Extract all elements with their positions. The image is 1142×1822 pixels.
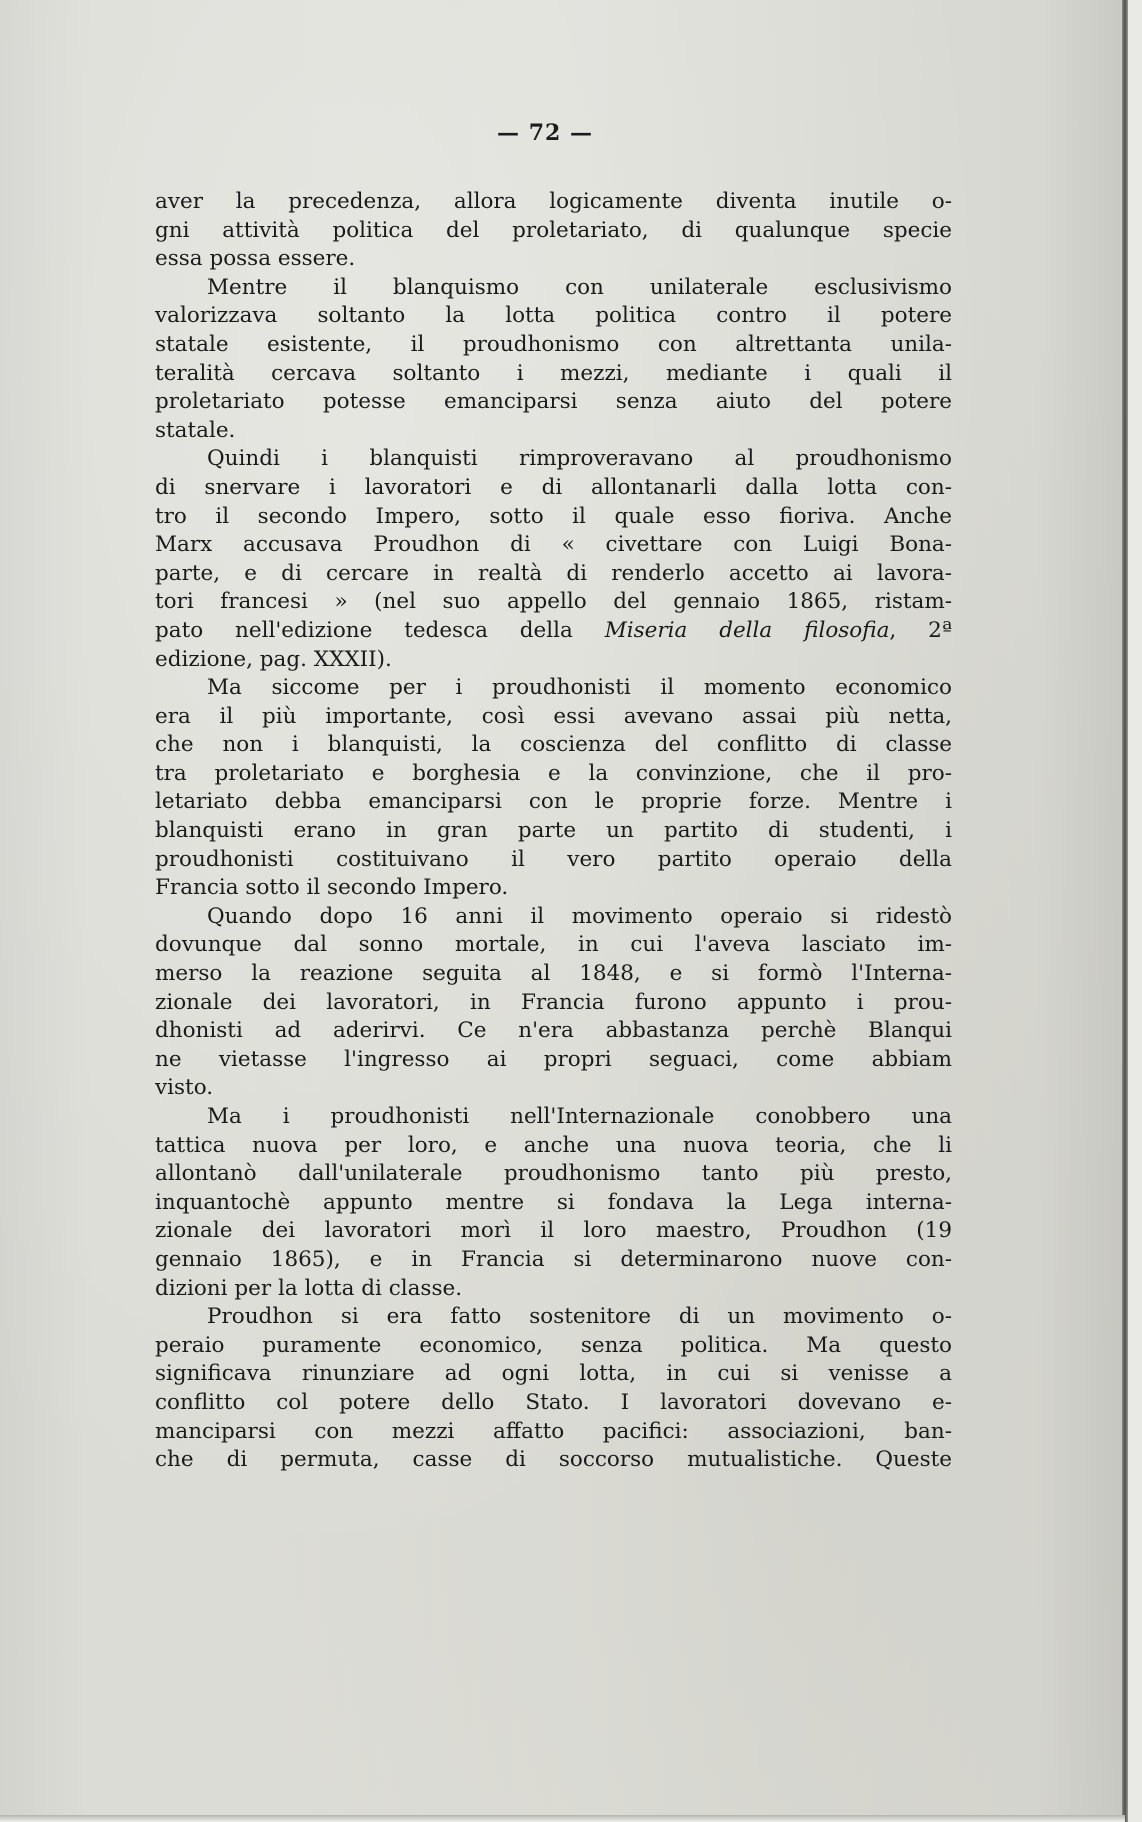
text-line: che non i blanquisti, la coscienza del conflitto di classe bbox=[155, 732, 952, 758]
text-line: tra proletariato e borghesia e la convinzione, che il pro- bbox=[155, 760, 952, 786]
text-line: Mentre il blanquismo con unilaterale esclusivismo bbox=[207, 274, 952, 300]
text-line: blanquisti erano in gran parte un partito di studenti, i bbox=[155, 818, 952, 844]
text-line: conflitto col potere dello Stato. I lavoratori dovevano e- bbox=[155, 1389, 952, 1415]
text-line: allontanò dall'unilaterale proudhonismo tanto più presto, bbox=[155, 1161, 952, 1187]
text-line: visto. bbox=[155, 1075, 214, 1101]
text-line: letariato debba emanciparsi con le proprie forze. Mentre i bbox=[155, 789, 952, 815]
text-line: statale esistente, il proudhonismo con altrettanta unila- bbox=[155, 331, 952, 357]
book-title: Miseria della filosofia bbox=[604, 617, 890, 643]
text-line: zionale dei lavoratori morì il loro maestro, Proudhon (19 bbox=[155, 1218, 952, 1244]
text-line: manciparsi con mezzi affatto pacifici: associazioni, ban- bbox=[155, 1418, 952, 1444]
text-line: Francia sotto il secondo Impero. bbox=[155, 875, 509, 901]
text-line: Quindi i blanquisti rimproveravano al proudhonismo bbox=[207, 446, 952, 472]
text-line: Ma siccome per i proudhonisti il momento economico bbox=[207, 675, 952, 701]
text-line-with-title bbox=[155, 617, 952, 646]
paragraph-1 bbox=[155, 188, 952, 274]
text-line: dovunque dal sonno mortale, in cui l'aveva lasciato im- bbox=[155, 932, 952, 958]
text-line: merso la reazione seguita al 1848, e si formò l'Interna- bbox=[155, 961, 952, 987]
text-line: edizione, pag. XXXII). bbox=[155, 646, 392, 672]
text-line: dizioni per la lotta di classe. bbox=[155, 1275, 463, 1301]
text-line: che di permuta, casse di soccorso mutualistiche. Queste bbox=[155, 1447, 952, 1473]
text-line: aver la precedenza, allora logicamente diventa inutile o- bbox=[155, 189, 952, 214]
text-line: zionale dei lavoratori, in Francia furono appunto i prou- bbox=[155, 989, 952, 1015]
text-line: proletariato potesse emanciparsi senza aiuto del potere bbox=[155, 389, 952, 415]
text-line: Quando dopo 16 anni il movimento operaio si ridestò bbox=[207, 903, 952, 929]
text-line: gni attività politica del proletariato, di qualunque specie bbox=[155, 217, 952, 243]
paragraph-7 bbox=[155, 1303, 952, 1475]
body-text bbox=[155, 188, 952, 1475]
text-line: tori francesi » (nel suo appello del gennaio 1865, ristam- bbox=[155, 589, 952, 615]
text-line: valorizzava soltanto la lotta politica contro il potere bbox=[155, 303, 952, 329]
text-line: inquantochè appunto mentre si fondava la Lega interna- bbox=[155, 1189, 952, 1215]
text-line: tro il secondo Impero, sotto il quale esso fioriva. Anche bbox=[155, 503, 952, 529]
text-line: teralità cercava soltanto i mezzi, mediante i quali il bbox=[155, 360, 952, 386]
text-line: gennaio 1865), e in Francia si determinarono nuove con- bbox=[155, 1246, 952, 1272]
text-line: proudhonisti costituivano il vero partito operaio della bbox=[155, 846, 952, 872]
text-line: essa possa essere. bbox=[155, 246, 356, 272]
page-bottom-edge bbox=[0, 1815, 1125, 1822]
text-fragment: , 2ª bbox=[889, 617, 952, 643]
text-line: tattica nuova per loro, e anche una nuova teoria, che li bbox=[155, 1132, 952, 1158]
text-line: Ma i proudhonisti nell'Internazionale conobbero una bbox=[207, 1104, 952, 1129]
text-line: di snervare i lavoratori e di allontanarli dalla lotta con- bbox=[155, 474, 952, 500]
text-line: peraio puramente economico, senza politica. Ma questo bbox=[155, 1332, 952, 1358]
scan-margin bbox=[1128, 0, 1142, 1822]
page-number: — 72 — bbox=[497, 120, 593, 146]
paragraph-3 bbox=[155, 445, 952, 674]
text-line: parte, e di cercare in realtà di renderlo accetto ai lavora- bbox=[155, 560, 952, 586]
paragraph-5 bbox=[155, 903, 952, 1103]
text-line: statale. bbox=[155, 417, 236, 443]
text-line: Proudhon si era fatto sostenitore di un movimento o- bbox=[207, 1304, 952, 1330]
text-line: dhonisti ad aderirvi. Ce n'era abbastanza perchè Blanqui bbox=[155, 1018, 952, 1044]
text-line: Marx accusava Proudhon di « civettare con Luigi Bona- bbox=[155, 532, 952, 558]
text-line: era il più importante, così essi avevano assai più netta, bbox=[155, 703, 952, 729]
paragraph-2 bbox=[155, 274, 952, 446]
paragraph-6 bbox=[155, 1103, 952, 1303]
text-fragment: pato nell'edizione tedesca della bbox=[155, 617, 605, 643]
paragraph-4 bbox=[155, 674, 952, 903]
text-line: ne vietasse l'ingresso ai propri seguaci, come abbiam bbox=[155, 1046, 952, 1072]
text-line: significava rinunziare ad ogni lotta, in cui si venisse a bbox=[155, 1361, 952, 1387]
